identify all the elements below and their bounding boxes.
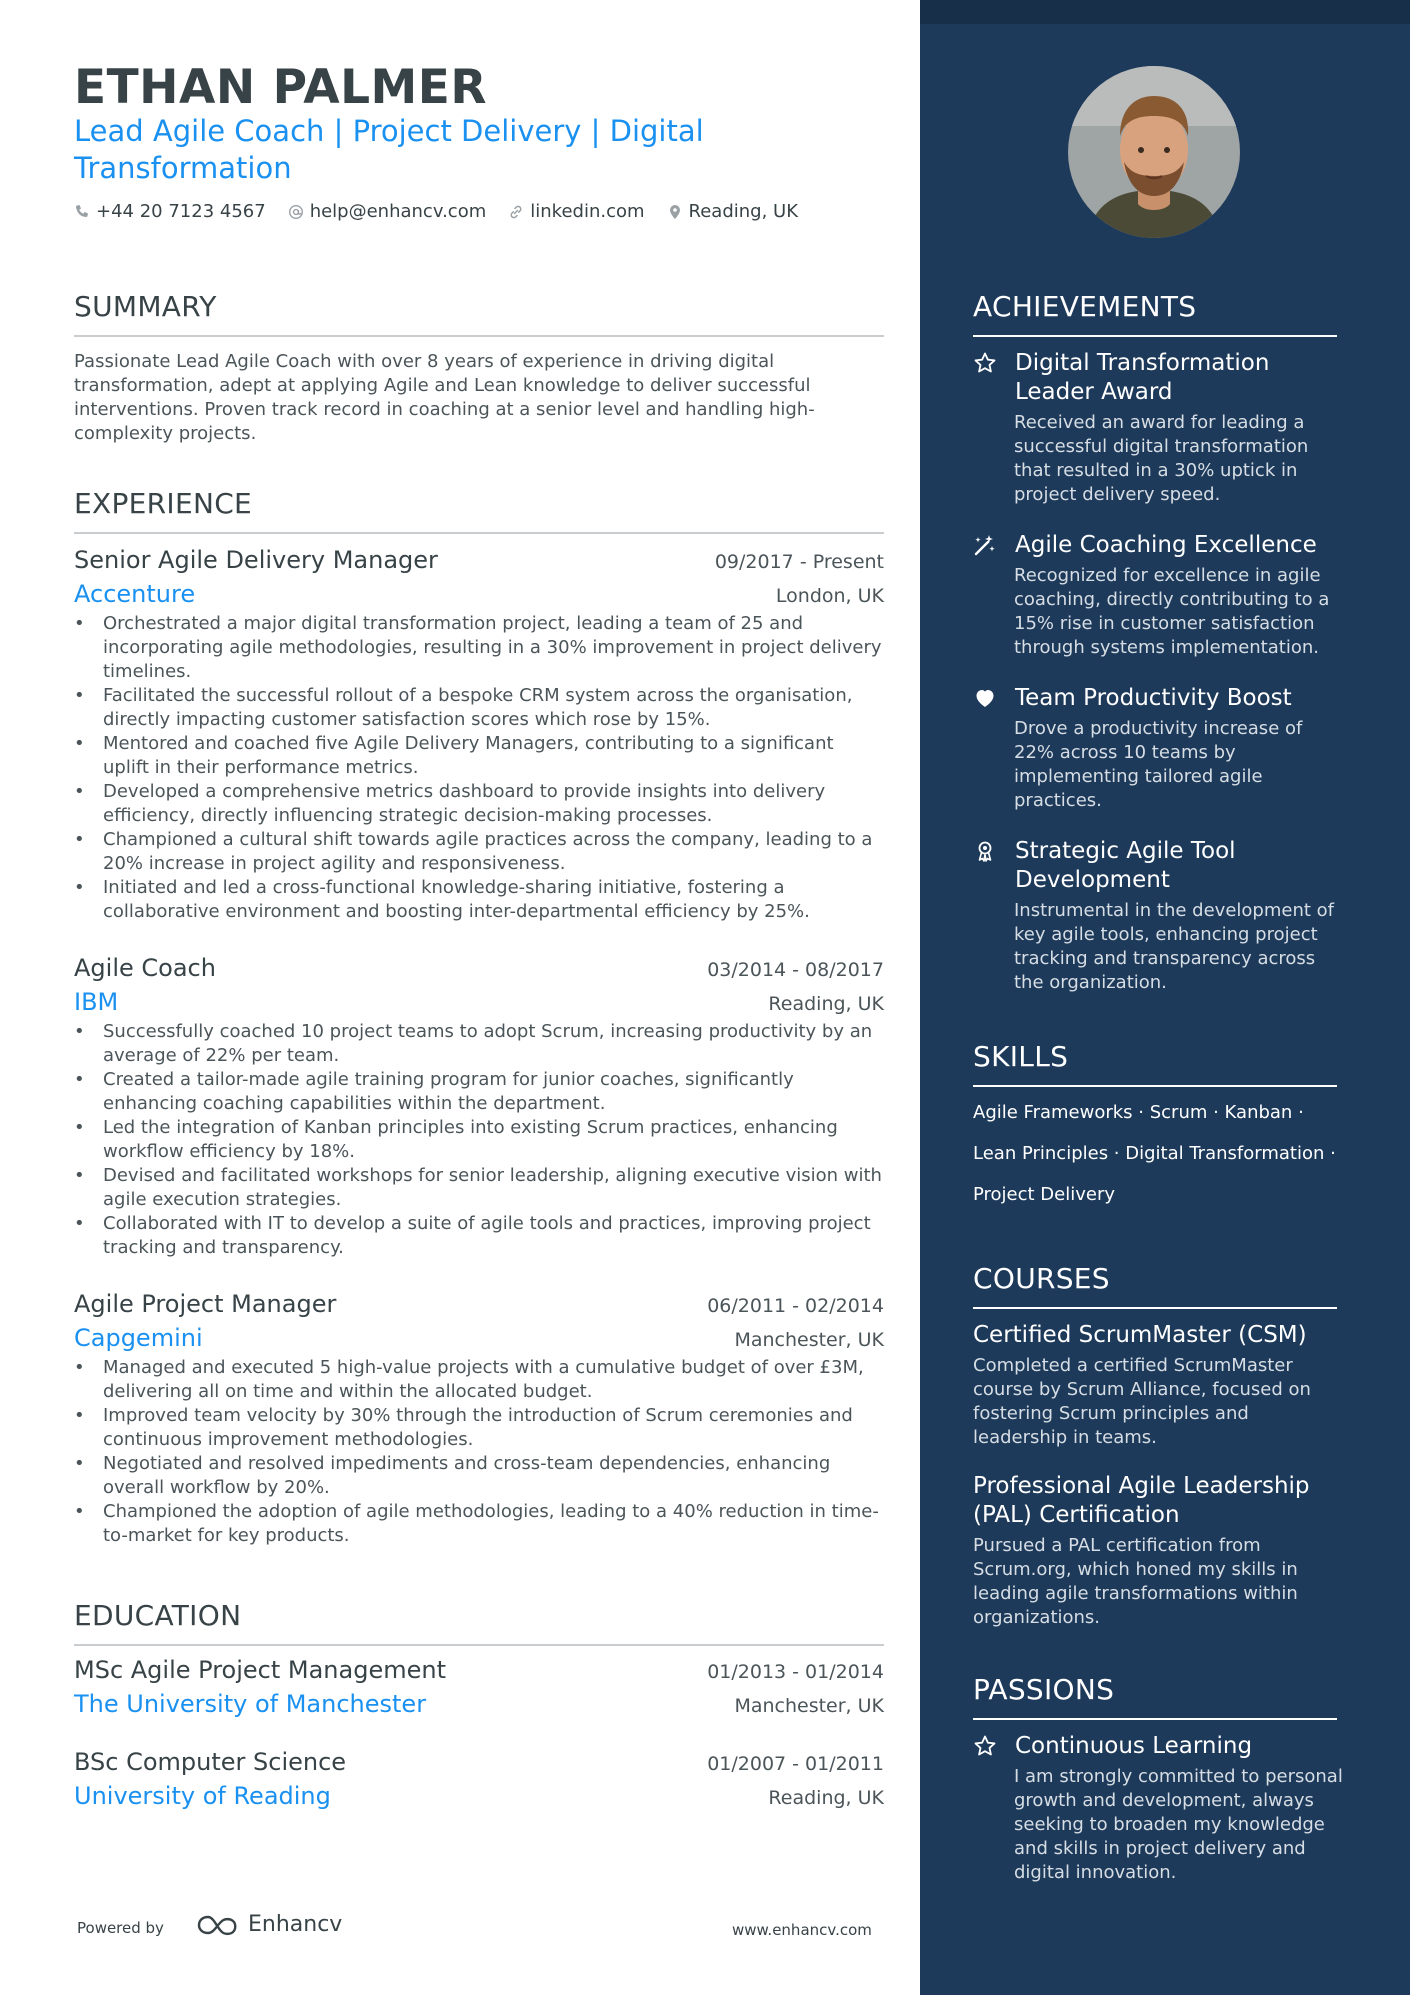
contact-linkedin-text: linkedin.com [530, 201, 645, 222]
education-item [74, 1656, 884, 1718]
job-title: Agile Project Manager [74, 1290, 337, 1318]
achievement-title: Team Productivity Boost [1015, 685, 1292, 711]
education-degree: BSc Computer Science [74, 1748, 347, 1776]
job-dates: 09/2017 - Present [714, 551, 884, 573]
contact-location [667, 201, 799, 222]
job-bullet: • Facilitated the successful rollout of a bespoke CRM system across the organisation, directly impacting customer satisfaction scores which rose by 15%. [74, 684, 884, 732]
job-bullet: • Championed a cultural shift towards agile practices across the company, leading to a 20% increase in project agility and responsiveness. [74, 828, 884, 876]
skills-list [973, 1092, 1353, 1215]
course-desc: Completed a certified ScrumMaster course by Scrum Alliance, focused on fostering Scrum principles and leadership in teams. [973, 1355, 1311, 1448]
achievement-desc: Instrumental in the development of key agile tools, enhancing project tracking and transparency across the organization. [1014, 900, 1334, 993]
experience-item [74, 954, 884, 1260]
job-bullet: • Devised and facilitated workshops for senior leadership, aligning executive vision with agile execution strategies. [74, 1164, 884, 1212]
achievement-title: Agile Coaching Excellence [1015, 532, 1317, 558]
job-location: London, UK [775, 585, 884, 607]
contact-email-text: help@enhancv.com [309, 201, 487, 222]
achievement-item [973, 684, 1343, 813]
summary-text: Passionate Lead Agile Coach with over 8 years of experience in driving digital transformation, adept at applying Agile and Lean knowledge to deliver successful interventions. Proven track record in coaching at a senior level and handling high-complexity projects. [74, 351, 815, 444]
job-bullets [74, 1356, 884, 1548]
candidate-name: ETHAN PALMER [74, 60, 488, 115]
experience-item [74, 546, 884, 924]
job-bullet: • Championed the adoption of agile methodologies, leading to a 40% reduction in time-to-market for key products. [74, 1500, 884, 1548]
passion-title: Continuous Learning [1015, 1733, 1253, 1759]
course-item [973, 1321, 1343, 1450]
location-pin-icon [667, 204, 683, 220]
courses-heading: COURSES [973, 1262, 1337, 1309]
experience-item [74, 1290, 884, 1548]
job-bullet: • Improved team velocity by 30% through the introduction of Scrum ceremonies and continuous improvement methodologies. [74, 1404, 884, 1452]
skills-line: Lean Principles · Digital Transformation · [973, 1143, 1336, 1164]
education-item [74, 1748, 884, 1810]
powered-by-label: Powered by [77, 1919, 164, 1937]
contact-phone[interactable] [74, 201, 266, 222]
course-item [973, 1472, 1343, 1630]
job-company: IBM [74, 988, 119, 1016]
job-bullets [74, 612, 884, 924]
passions-heading: PASSIONS [973, 1673, 1337, 1720]
enhancv-logo[interactable] [196, 1912, 342, 1937]
phone-icon [74, 204, 90, 220]
education-dates: 01/2013 - 01/2014 [707, 1661, 884, 1683]
enhancv-brand-text: Enhancv [248, 1912, 343, 1937]
achievement-item [973, 837, 1343, 995]
star-icon [973, 351, 997, 375]
education-location: Reading, UK [768, 1787, 884, 1809]
achievement-item [973, 349, 1343, 507]
education-degree: MSc Agile Project Management [74, 1656, 446, 1684]
enhancv-logo-icon [196, 1913, 240, 1937]
contact-linkedin[interactable] [508, 201, 644, 222]
job-bullet: • Mentored and coached five Agile Delivery Managers, contributing to a significant uplift in their performance metrics. [74, 732, 884, 780]
education-dates: 01/2007 - 01/2011 [707, 1753, 884, 1775]
contact-bar [74, 201, 798, 222]
at-icon [288, 204, 304, 220]
achievement-desc: Received an award for leading a successful digital transformation that resulted in a 30% uptick in project delivery speed. [1014, 412, 1309, 505]
job-title: Senior Agile Delivery Manager [74, 546, 438, 574]
profile-photo [1068, 66, 1240, 238]
course-title: Certified ScrumMaster (CSM) [973, 1322, 1307, 1348]
experience-heading: EXPERIENCE [74, 487, 884, 534]
education-school: The University of Manchester [74, 1690, 427, 1718]
contact-phone-text: +44 20 7123 4567 [96, 201, 266, 222]
job-bullet: • Collaborated with IT to develop a suite of agile tools and practices, improving project tracking and transparency. [74, 1212, 884, 1260]
skills-line: Project Delivery [973, 1184, 1116, 1205]
job-bullet: • Developed a comprehensive metrics dashboard to provide insights into delivery efficiency, directly influencing strategic decision-making processes. [74, 780, 884, 828]
job-bullets [74, 1020, 884, 1260]
job-bullet: • Created a tailor-made agile training program for junior coaches, significantly enhancing coaching capabilities within the department. [74, 1068, 884, 1116]
skills-line: Agile Frameworks · Scrum · Kanban · [973, 1102, 1304, 1123]
magic-wand-icon [973, 533, 997, 557]
course-desc: Pursued a PAL certification from Scrum.org, which honed my skills in leading agile transformations within organizations. [973, 1535, 1298, 1628]
job-dates: 03/2014 - 08/2017 [707, 959, 884, 981]
footer-url[interactable]: www.enhancv.com [732, 1921, 872, 1939]
achievements-heading: ACHIEVEMENTS [973, 290, 1337, 337]
heart-icon [973, 686, 997, 710]
job-company: Capgemini [74, 1324, 203, 1352]
summary-heading: SUMMARY [74, 290, 884, 337]
job-bullet: • Successfully coached 10 project teams to adopt Scrum, increasing productivity by an average of 22% per team. [74, 1020, 884, 1068]
sidebar-top-strip [920, 0, 1410, 24]
job-bullet: • Orchestrated a major digital transformation project, leading a team of 25 and incorporating agile methodologies, resulting in a 30% improvement in project delivery timelines. [74, 612, 884, 684]
achievement-title: Strategic Agile Tool Development [1015, 838, 1236, 893]
job-company: Accenture [74, 580, 196, 608]
job-dates: 06/2011 - 02/2014 [707, 1295, 884, 1317]
award-ribbon-icon [973, 839, 997, 863]
job-location: Manchester, UK [734, 1329, 884, 1351]
job-title: Agile Coach [74, 954, 216, 982]
contact-email[interactable] [288, 201, 487, 222]
achievement-title: Digital Transformation Leader Award [1015, 350, 1270, 405]
job-bullet: • Managed and executed 5 high-value projects with a cumulative budget of over £3M, delivering all on time and within the allocated budget. [74, 1356, 884, 1404]
achievement-desc: Recognized for excellence in agile coaching, directly contributing to a 15% rise in customer satisfaction through systems implementation. [1014, 565, 1330, 658]
education-heading: EDUCATION [74, 1599, 884, 1646]
skills-heading: SKILLS [973, 1040, 1337, 1087]
link-icon [508, 204, 524, 220]
achievement-item [973, 531, 1343, 660]
avatar [1068, 66, 1240, 238]
passion-desc: I am strongly committed to personal growth and development, always seeking to broaden my knowledge and skills in project delivery and digital innovation. [1014, 1766, 1343, 1883]
education-school: University of Reading [74, 1782, 331, 1810]
education-location: Manchester, UK [734, 1695, 884, 1717]
job-bullet: • Negotiated and resolved impediments and cross-team dependencies, enhancing overall workflow by 20%. [74, 1452, 884, 1500]
star-icon [973, 1734, 997, 1758]
passion-item [973, 1732, 1343, 1885]
contact-location-text: Reading, UK [688, 201, 799, 222]
job-location: Reading, UK [768, 993, 884, 1015]
achievement-desc: Drove a productivity increase of 22% across 10 teams by implementing tailored agile practices. [1014, 718, 1303, 811]
job-bullet: • Initiated and led a cross-functional knowledge-sharing initiative, fostering a collaborative environment and boosting inter-departmental efficiency by 25%. [74, 876, 884, 924]
job-bullet: • Led the integration of Kanban principles into existing Scrum practices, enhancing workflow efficiency by 18%. [74, 1116, 884, 1164]
course-title: Professional Agile Leadership (PAL) Certification [973, 1473, 1310, 1528]
candidate-title: Lead Agile Coach | Project Delivery | Digital Transformation [74, 114, 704, 185]
